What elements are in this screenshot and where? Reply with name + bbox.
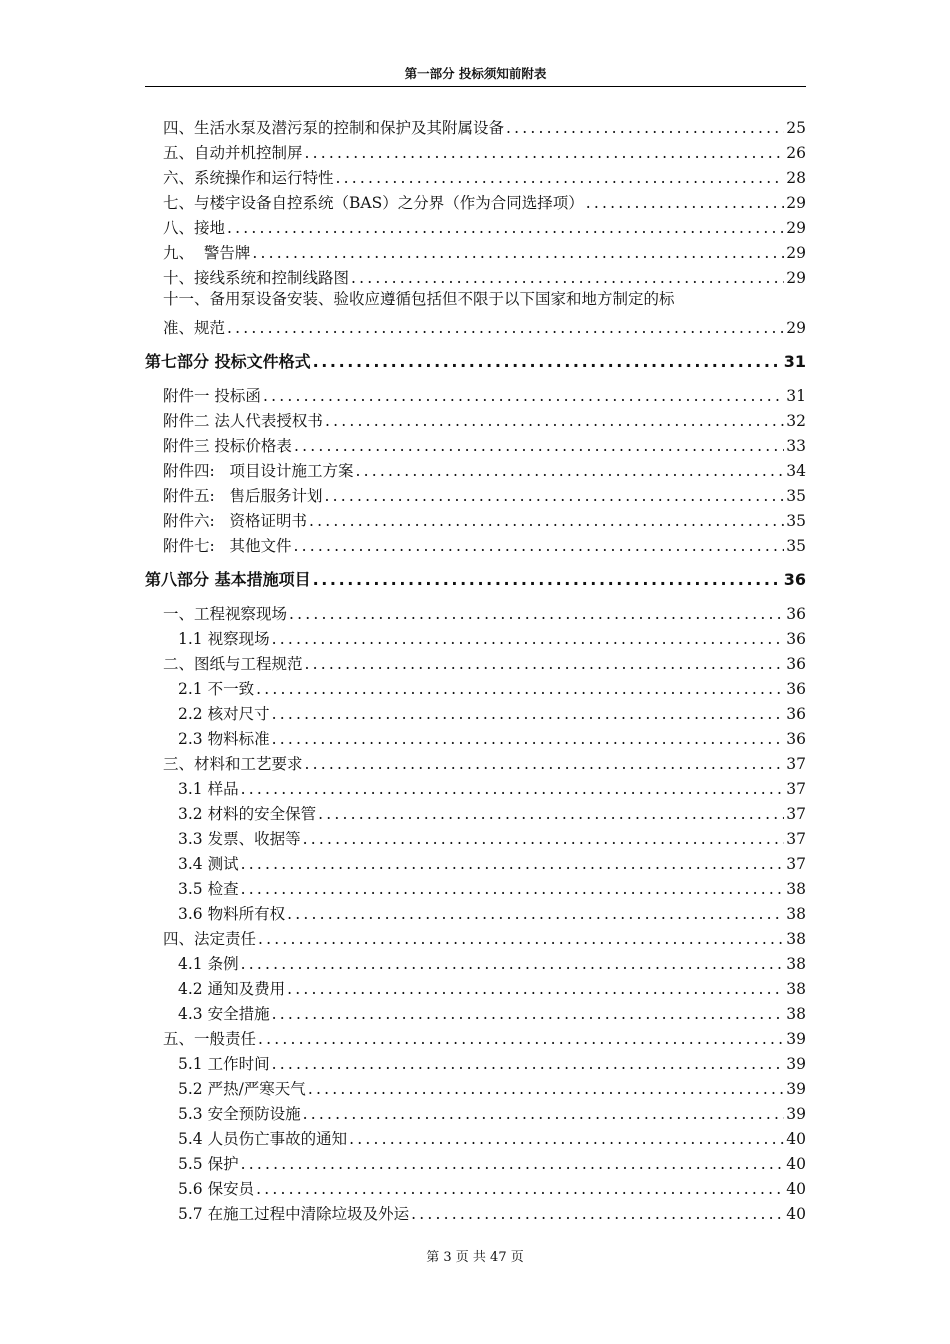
toc-dot-leader	[227, 318, 784, 338]
toc-page-number: 38	[786, 880, 806, 898]
toc-page-number: 40	[786, 1155, 806, 1173]
toc-page-number: 36	[786, 605, 806, 623]
toc-page-number: 37	[786, 805, 806, 823]
toc-entry-title: 十、接线系统和控制线路图	[163, 269, 350, 287]
toc-entry-title: 3.2 材料的安全保管	[178, 805, 317, 823]
toc-dot-leader	[241, 879, 785, 899]
toc-entry-title: 十一、备用泵设备安装、验收应遵循包括但不限于以下国家和地方制定的标	[163, 290, 675, 308]
toc-dot-leader	[289, 604, 784, 624]
toc-dot-leader	[263, 386, 784, 406]
toc-dot-leader	[241, 779, 785, 799]
toc-entry[interactable]	[163, 750, 806, 774]
toc-entry-title: 3.4 测试	[178, 855, 239, 873]
toc-entry-title: 3.3 发票、收据等	[178, 830, 301, 848]
toc-entry[interactable]	[163, 457, 806, 481]
toc-entry-title: 附件七: 其他文件	[163, 537, 292, 555]
toc-dot-leader	[349, 1129, 784, 1149]
toc-page-number: 29	[786, 194, 806, 212]
toc-page-number: 36	[786, 680, 806, 698]
toc-page-number: 36	[786, 730, 806, 748]
toc-dot-leader	[506, 118, 784, 138]
toc-entry[interactable]	[178, 1175, 806, 1199]
toc-entry[interactable]	[178, 825, 806, 849]
toc-dot-leader	[272, 1004, 785, 1024]
toc-page-number: 36	[783, 570, 806, 589]
toc-dot-leader	[252, 243, 784, 263]
toc-entry[interactable]	[178, 850, 806, 874]
toc-page-number: 36	[786, 705, 806, 723]
toc-entry-title: 附件六: 资格证明书	[163, 512, 308, 530]
toc-entry[interactable]	[178, 1075, 806, 1099]
toc-entry-title: 四、法定责任	[163, 930, 257, 948]
toc-entry[interactable]	[178, 975, 806, 999]
toc-dot-leader	[294, 436, 784, 456]
toc-page-number: 39	[786, 1080, 806, 1098]
toc-entry[interactable]	[178, 1000, 806, 1024]
toc-page-number: 35	[786, 512, 806, 530]
toc-entry[interactable]	[163, 139, 806, 163]
toc-page-number: 40	[786, 1180, 806, 1198]
toc-entry[interactable]	[163, 532, 806, 556]
toc-entry-title: 第七部分 投标文件格式	[145, 352, 311, 371]
toc-dot-leader	[241, 954, 785, 974]
toc-dot-leader	[318, 804, 784, 824]
toc-dot-leader	[272, 704, 785, 724]
toc-part-heading[interactable]	[145, 348, 806, 372]
toc-entry-title: 附件四: 项目设计施工方案	[163, 462, 354, 480]
page-header-title: 第一部分 投标须知前附表	[404, 66, 547, 81]
toc-dot-leader	[305, 654, 785, 674]
toc-dot-leader	[287, 979, 784, 999]
toc-page-number: 25	[786, 119, 806, 137]
toc-entry-title: 3.5 检查	[178, 880, 239, 898]
toc-entry[interactable]	[163, 189, 806, 213]
toc-page-number: 31	[783, 352, 806, 371]
toc-dot-leader	[309, 511, 784, 531]
page-footer: 第 3 页 共 47 页	[426, 1250, 524, 1265]
toc-page-number: 39	[786, 1030, 806, 1048]
toc-entry[interactable]	[163, 289, 806, 313]
toc-page-number: 32	[786, 412, 806, 430]
toc-dot-leader	[336, 168, 785, 188]
toc-entry[interactable]	[178, 875, 806, 899]
toc-dot-leader	[308, 1079, 784, 1099]
toc-page-number: 37	[786, 780, 806, 798]
toc-entry-title: 七、与楼宇设备自控系统（BAS）之分界（作为合同选择项）	[163, 194, 584, 212]
toc-page-number: 39	[786, 1055, 806, 1073]
toc-entry-title: 2.2 核对尺寸	[178, 705, 270, 723]
toc-entry-title: 4.1 条例	[178, 955, 239, 973]
toc-entry-title: 4.3 安全措施	[178, 1005, 270, 1023]
toc-entry-title: 5.4 人员伤亡事故的通知	[178, 1130, 348, 1148]
toc-dot-leader	[313, 570, 782, 590]
toc-dot-leader	[305, 754, 785, 774]
toc-dot-leader	[305, 143, 785, 163]
toc-entry-title: 5.1 工作时间	[178, 1055, 270, 1073]
toc-page-number: 38	[786, 930, 806, 948]
toc-page-number: 40	[786, 1205, 806, 1223]
toc-entry-title: 三、材料和工艺要求	[163, 755, 303, 773]
toc-entry-title: 3.6 物料所有权	[178, 905, 286, 923]
toc-entry[interactable]	[178, 800, 806, 824]
toc-dot-leader	[241, 1154, 785, 1174]
toc-dot-leader	[272, 1054, 785, 1074]
toc-entry-title: 1.1 视察现场	[178, 630, 270, 648]
toc-entry[interactable]	[178, 1050, 806, 1074]
toc-dot-leader	[303, 829, 785, 849]
toc-page-number: 40	[786, 1130, 806, 1148]
toc-entry-title: 九、 警告牌	[163, 244, 251, 262]
toc-entry-title: 六、系统操作和运行特性	[163, 169, 334, 187]
toc-entry-title: 附件二 法人代表授权书	[163, 412, 323, 430]
toc-entry-title: 5.2 严热/严寒天气	[178, 1080, 306, 1098]
toc-entry[interactable]	[178, 700, 806, 724]
toc-entry[interactable]	[163, 600, 806, 624]
toc-dot-leader	[256, 679, 784, 699]
toc-entry-title: 5.5 保护	[178, 1155, 239, 1173]
toc-dot-leader	[272, 729, 785, 749]
toc-dot-leader	[356, 461, 785, 481]
toc-dot-leader	[313, 352, 782, 372]
toc-dot-leader	[256, 1179, 784, 1199]
toc-entry-title: 附件三 投标价格表	[163, 437, 292, 455]
toc-entry-title: 五、一般责任	[163, 1030, 257, 1048]
toc-entry[interactable]	[163, 114, 806, 138]
toc-dot-leader	[325, 411, 784, 431]
toc-entry[interactable]	[178, 775, 806, 799]
toc-page-number: 36	[786, 655, 806, 673]
toc-entry[interactable]	[163, 239, 806, 263]
header-divider	[145, 86, 806, 87]
toc-entry[interactable]	[178, 725, 806, 749]
toc-entry[interactable]	[178, 1150, 806, 1174]
toc-entry-title: 二、图纸与工程规范	[163, 655, 303, 673]
toc-entry[interactable]	[178, 1100, 806, 1124]
toc-entry-title: 第八部分 基本措施项目	[145, 570, 311, 589]
toc-entry[interactable]	[163, 314, 806, 338]
toc-dot-leader	[258, 1029, 784, 1049]
toc-page-number: 37	[786, 855, 806, 873]
toc-page-number: 38	[786, 980, 806, 998]
toc-page-number: 26	[786, 144, 806, 162]
toc-entry[interactable]	[163, 1025, 806, 1049]
toc-entry-title: 八、接地	[163, 219, 226, 237]
toc-page-number: 28	[786, 169, 806, 187]
toc-entry-title: 四、生活水泵及潜污泵的控制和保护及其附属设备	[163, 119, 505, 137]
toc-dot-leader	[287, 904, 784, 924]
toc-entry[interactable]	[178, 675, 806, 699]
toc-entry-title: 4.2 通知及费用	[178, 980, 286, 998]
toc-dot-leader	[294, 536, 785, 556]
toc-entry-title: 5.3 安全预防设施	[178, 1105, 301, 1123]
toc-entry-title: 一、工程视察现场	[163, 605, 288, 623]
toc-entry[interactable]	[163, 264, 806, 288]
toc-entry[interactable]	[163, 164, 806, 188]
toc-dot-leader	[351, 268, 784, 288]
toc-entry[interactable]	[178, 1200, 806, 1224]
toc-entry-title: 5.7 在施工过程中清除垃圾及外运	[178, 1205, 410, 1223]
toc-entry-title: 附件五: 售后服务计划	[163, 487, 323, 505]
toc-page-number: 38	[786, 905, 806, 923]
toc-part-heading[interactable]	[145, 566, 806, 590]
toc-page-number: 33	[786, 437, 806, 455]
toc-page-number: 38	[786, 1005, 806, 1023]
toc-entry[interactable]	[163, 432, 806, 456]
toc-page-number: 34	[786, 462, 806, 480]
toc-entry[interactable]	[178, 950, 806, 974]
toc-entry[interactable]	[163, 482, 806, 506]
toc-entry-title: 附件一 投标函	[163, 387, 261, 405]
toc-page-number: 29	[786, 319, 806, 337]
toc-page-number: 36	[786, 630, 806, 648]
toc-entry-title: 准、规范	[163, 319, 226, 337]
toc-entry[interactable]	[163, 507, 806, 531]
toc-entry-title: 3.1 样品	[178, 780, 239, 798]
toc-page-number: 37	[786, 755, 806, 773]
toc-dot-leader	[227, 218, 784, 238]
toc-page-number: 39	[786, 1105, 806, 1123]
toc-entry-title: 2.3 物料标准	[178, 730, 270, 748]
toc-page-number: 29	[786, 219, 806, 237]
toc-page-number: 35	[786, 487, 806, 505]
toc-dot-leader	[241, 854, 785, 874]
toc-entry-title: 2.1 不一致	[178, 680, 255, 698]
toc-entry-title: 五、自动并机控制屏	[163, 144, 303, 162]
toc-entry[interactable]	[163, 214, 806, 238]
toc-entry[interactable]	[178, 625, 806, 649]
toc-page-number: 37	[786, 830, 806, 848]
toc-dot-leader	[325, 486, 785, 506]
toc-page-number: 29	[786, 244, 806, 262]
toc-entry[interactable]	[163, 382, 806, 406]
toc-dot-leader	[272, 629, 785, 649]
toc-entry[interactable]	[163, 925, 806, 949]
toc-entry[interactable]	[178, 1125, 806, 1149]
toc-dot-leader	[303, 1104, 785, 1124]
toc-page-number: 35	[786, 537, 806, 555]
toc-entry[interactable]	[163, 650, 806, 674]
toc-dot-leader	[586, 193, 785, 213]
toc-page-number: 31	[786, 387, 806, 405]
toc-page-number: 38	[786, 955, 806, 973]
toc-entry-title: 5.6 保安员	[178, 1180, 255, 1198]
toc-dot-leader	[411, 1204, 784, 1224]
toc-entry[interactable]	[178, 900, 806, 924]
toc-dot-leader	[258, 929, 784, 949]
toc-entry[interactable]	[163, 407, 806, 431]
toc-page-number: 29	[786, 269, 806, 287]
